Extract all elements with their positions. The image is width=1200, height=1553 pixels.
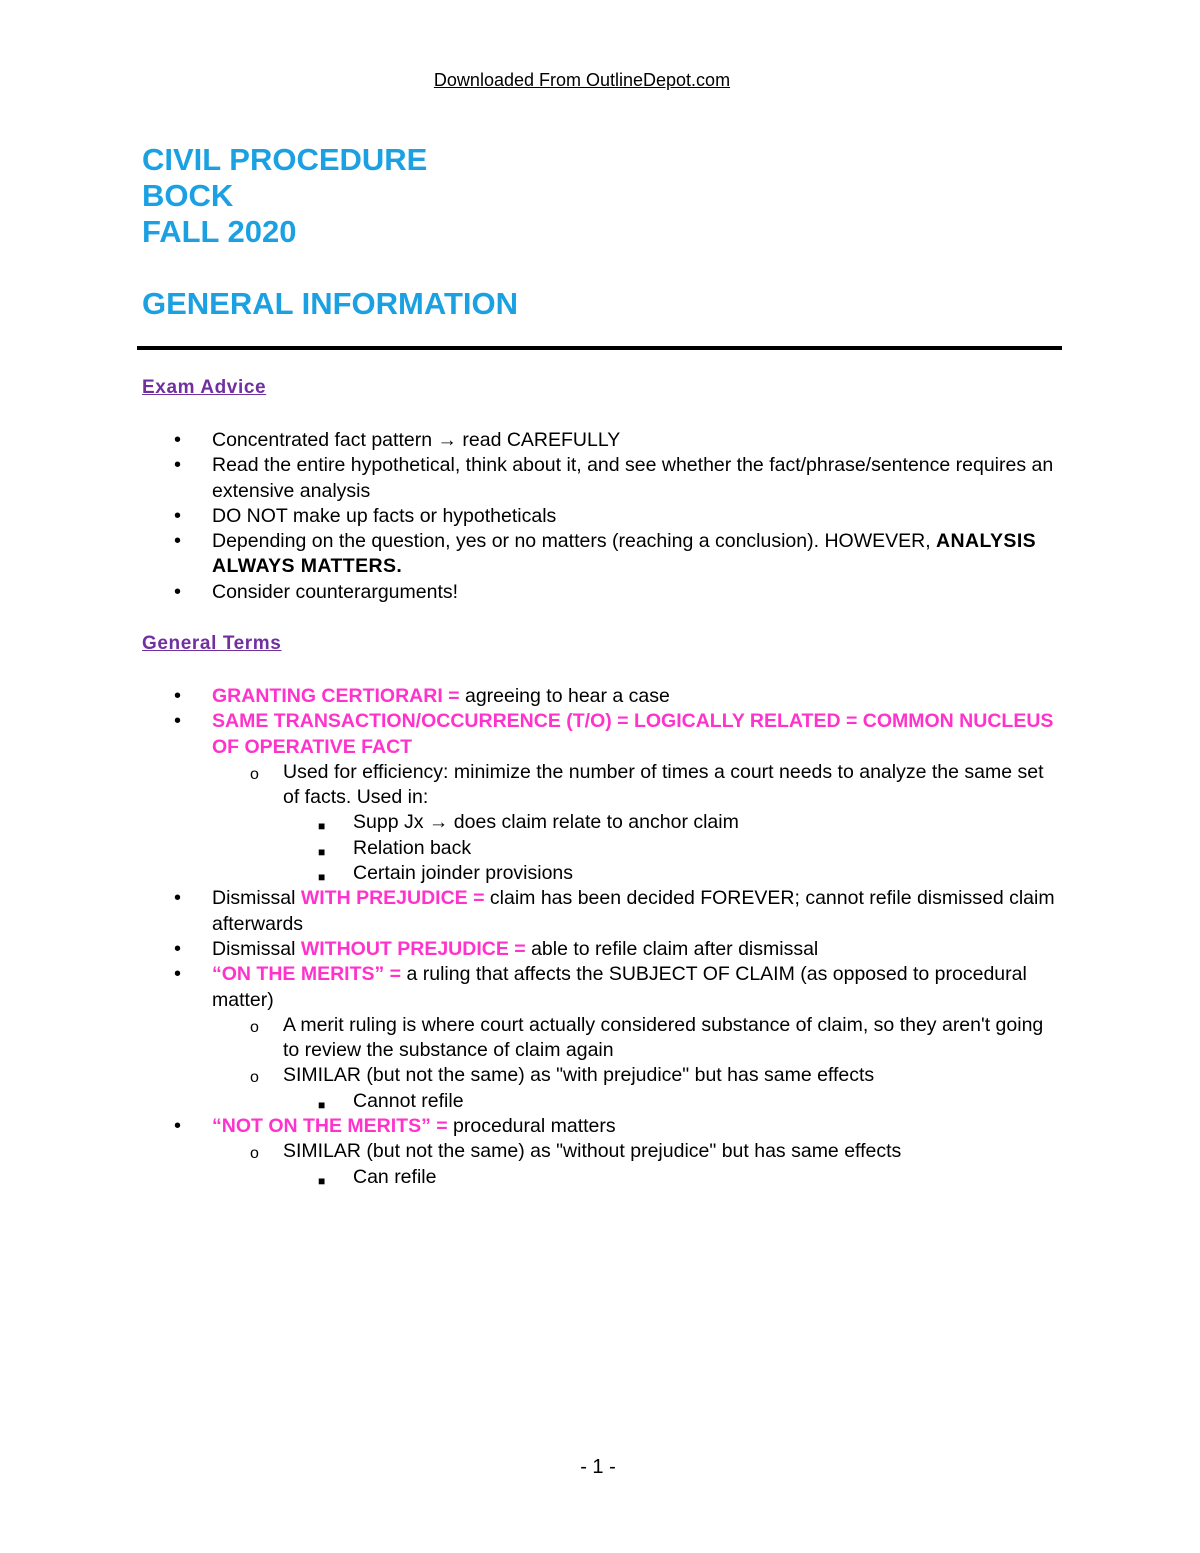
- circle-bullet-icon: o: [250, 765, 259, 783]
- title-course: CIVIL PROCEDURE: [142, 142, 428, 177]
- circle-bullet-icon: o: [250, 1069, 259, 1087]
- horizontal-divider: [137, 346, 1062, 350]
- arrow-icon: →: [437, 429, 457, 451]
- square-bullet-icon: ■: [318, 844, 326, 859]
- bullet-icon: •: [174, 580, 182, 603]
- bullet-icon: •: [174, 429, 182, 451]
- circle-bullet-icon: o: [250, 1018, 259, 1036]
- exam-advice-list: [142, 428, 1062, 605]
- list-item: • “NOT ON THE MERITS” = procedural matters: [142, 1114, 1062, 1139]
- list-item: • Depending on the question, yes or no matters (reaching a conclusion). HOWEVER, ANALYSIS ALWAYS MATTERS.: [174, 530, 1037, 578]
- sub-list-item: o SIMILAR (but not the same) as "with prejudice" but has same effects: [142, 1063, 1062, 1088]
- sub-sub-list-item: ■ Cannot refile: [142, 1089, 1062, 1114]
- list-item: • Concentrated fact pattern → read CAREFULLY: [142, 428, 1062, 453]
- sub-sub-list-item: ■ Certain joinder provisions: [142, 861, 1062, 886]
- bullet-icon: •: [174, 710, 182, 733]
- bullet-icon: •: [174, 454, 182, 477]
- title-professor: BOCK: [142, 178, 234, 213]
- page-number: - 1 -: [580, 1456, 616, 1478]
- title-section: GENERAL INFORMATION: [142, 286, 519, 321]
- bullet-icon: •: [174, 1115, 182, 1138]
- sub-list-item: o A merit ruling is where court actually considered substance of claim, so they aren't going to review the substance of claim again: [250, 1013, 1044, 1062]
- square-bullet-icon: ■: [318, 1097, 326, 1112]
- document-title: [142, 142, 518, 322]
- list-item: • “ON THE MERITS” = a ruling that affects the SUBJECT OF CLAIM (as opposed to procedural matter): [174, 963, 1027, 1011]
- bullet-icon: •: [174, 504, 182, 527]
- arrow-icon: →: [428, 811, 449, 834]
- sub-list-item: o Used for efficiency: minimize the number of times a court needs to analyze the same set of facts. Used in:: [250, 760, 1044, 809]
- list-item: • Dismissal WITH PREJUDICE = claim has been decided FOREVER; cannot refile dismissed claim afterwards: [174, 887, 1055, 935]
- list-item: • GRANTING CERTIORARI = agreeing to hear a case: [142, 684, 1062, 709]
- sub-sub-list-item: ■ Can refile: [142, 1165, 1062, 1190]
- list-item: • DO NOT make up facts or hypotheticals: [142, 504, 1062, 529]
- title-term: FALL 2020: [142, 214, 297, 249]
- heading-general-terms: General Terms: [142, 633, 282, 654]
- sub-sub-list-item: ■ Supp Jx → does claim relate to anchor claim: [142, 810, 1062, 835]
- bullet-icon: •: [174, 937, 182, 960]
- list-item: • Dismissal WITHOUT PREJUDICE = able to refile claim after dismissal: [142, 937, 1062, 962]
- source-link[interactable]: Downloaded From OutlineDepot.com: [433, 70, 731, 90]
- sub-list-item: o SIMILAR (but not the same) as "without prejudice" but has same effects: [142, 1139, 1062, 1164]
- bullet-icon: •: [174, 887, 182, 910]
- list-item: • Consider counterarguments!: [142, 580, 1062, 605]
- list-item: • Read the entire hypothetical, think about it, and see whether the fact/phrase/sentence requires an extensive analysis: [174, 454, 1054, 502]
- square-bullet-icon: ■: [318, 870, 326, 885]
- heading-exam-advice: Exam Advice: [142, 377, 267, 398]
- sub-sub-list-item: ■ Relation back: [142, 836, 1062, 861]
- square-bullet-icon: ■: [318, 819, 326, 834]
- square-bullet-icon: ■: [318, 1173, 326, 1188]
- bullet-icon: •: [174, 963, 182, 986]
- bullet-icon: •: [174, 530, 182, 553]
- bullet-icon: •: [174, 685, 182, 707]
- list-item: • SAME TRANSACTION/OCCURRENCE (T/O) = LOGICALLY RELATED = COMMON NUCLEUS OF OPERATIVE FACT: [174, 710, 1054, 758]
- circle-bullet-icon: o: [250, 1145, 259, 1163]
- general-terms-list: [142, 684, 1062, 1190]
